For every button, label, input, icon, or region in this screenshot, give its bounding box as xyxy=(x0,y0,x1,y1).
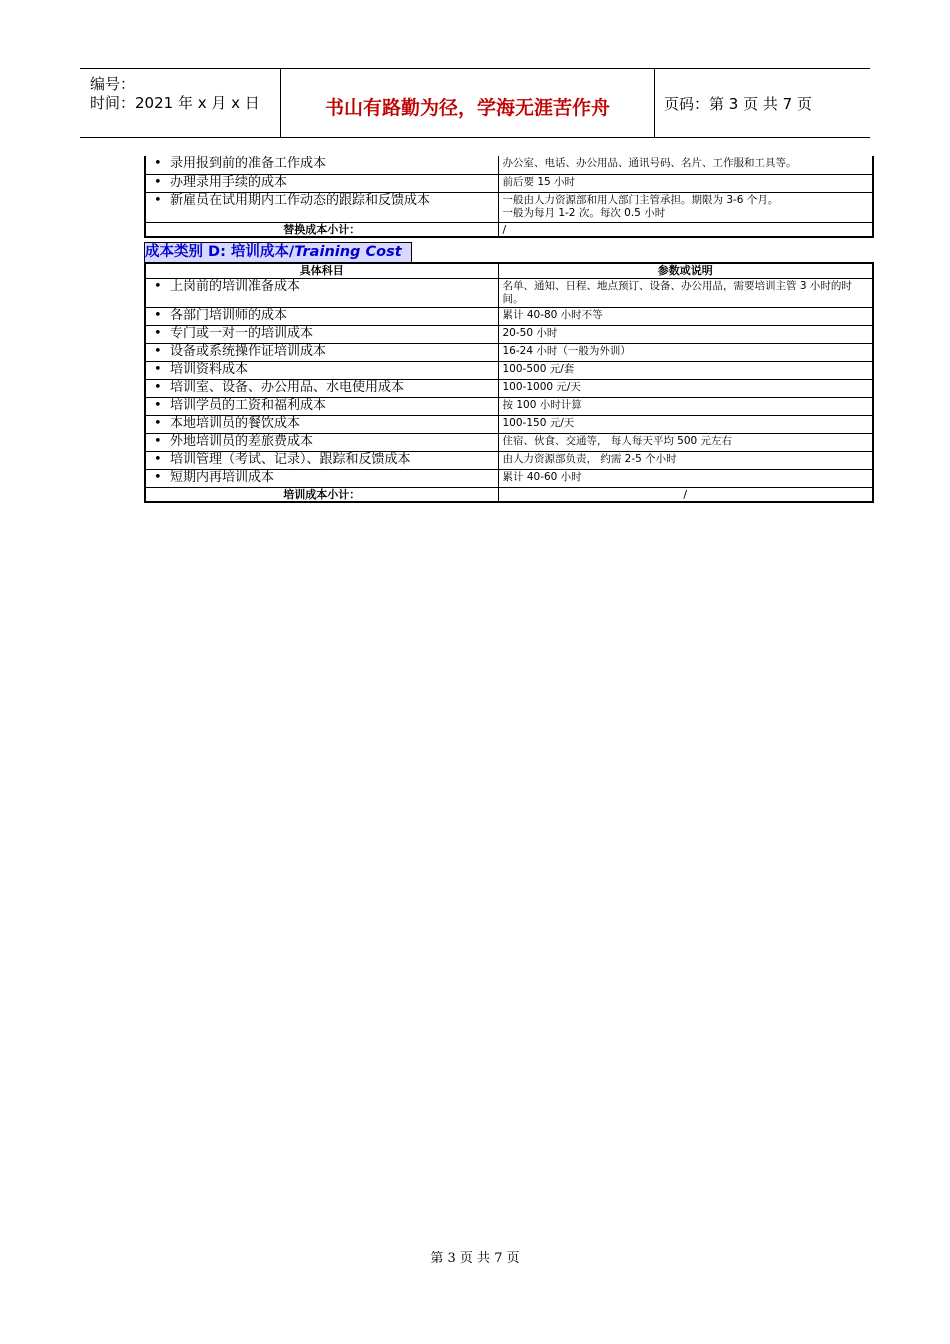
item-label: 外地培训员的差旅费成本 xyxy=(170,433,314,449)
header-center-cell xyxy=(280,69,655,137)
table-row xyxy=(145,156,873,174)
subtotal-value: / xyxy=(498,487,873,502)
page-label: 页码：第 3 页 共 7 页 xyxy=(664,95,812,113)
item-label: 新雇员在试用期内工作动态的跟踪和反馈成本 xyxy=(170,192,431,208)
item-label: 短期内再培训成本 xyxy=(170,469,275,485)
item-label: 培训管理（考试、记录）、跟踪和反馈成本 xyxy=(170,451,411,467)
bullet-icon: • xyxy=(154,278,162,294)
item-desc: 由人力资源部负责， 约需 2-5 个小时 xyxy=(498,451,873,469)
bullet-icon: • xyxy=(154,469,162,485)
category-title-cn: 成本类别 D: 培训成本/ xyxy=(145,244,295,260)
table-row xyxy=(145,278,873,307)
table-row xyxy=(145,397,873,415)
table-row xyxy=(145,433,873,451)
bullet-icon: • xyxy=(154,307,162,323)
page-header xyxy=(80,68,870,138)
item-desc: 100-1000 元/天 xyxy=(498,379,873,397)
category-heading xyxy=(144,242,412,263)
time-label: 时间：2021 年 x 月 x 日 xyxy=(90,94,260,112)
table-row xyxy=(145,379,873,397)
item-desc: 名单、通知、日程、地点预订、设备、办公用品，需要培训主管 3 小时的时间。 xyxy=(498,278,873,307)
item-desc: 累计 40-80 小时不等 xyxy=(498,307,873,325)
bullet-icon: • xyxy=(154,433,162,449)
item-desc: 16-24 小时（一般为外训） xyxy=(498,343,873,361)
item-desc: 20-50 小时 xyxy=(498,325,873,343)
header-left-cell xyxy=(80,69,280,137)
bullet-icon: • xyxy=(154,156,162,171)
item-label: 培训室、设备、办公用品、水电使用成本 xyxy=(170,379,405,395)
item-label: 办理录用手续的成本 xyxy=(170,174,288,190)
page-footer: 第 3 页 共 7 页 xyxy=(430,1251,520,1266)
item-label: 各部门培训师的成本 xyxy=(170,307,288,323)
table-row xyxy=(145,361,873,379)
column-header-item: 具体科目 xyxy=(145,263,498,278)
item-label: 培训资料成本 xyxy=(170,361,249,377)
item-label: 专门或一对一的培训成本 xyxy=(170,325,314,341)
item-desc-line2: 一般为每月 1-2 次。每次 0.5 小时 xyxy=(502,206,666,219)
replacement-cost-table xyxy=(144,156,874,238)
bullet-icon: • xyxy=(154,325,162,341)
bullet-icon: • xyxy=(154,397,162,413)
motto: 书山有路勤为径，学海无涯苦作舟 xyxy=(324,97,610,119)
bullet-icon: • xyxy=(154,379,162,395)
column-header-desc: 参数或说明 xyxy=(498,263,873,278)
table-row xyxy=(145,307,873,325)
table-row xyxy=(145,415,873,433)
subtotal-label: 培训成本小计： xyxy=(145,487,498,502)
item-desc: 100-150 元/天 xyxy=(498,415,873,433)
bullet-icon: • xyxy=(154,451,162,467)
table-row xyxy=(145,343,873,361)
subtotal-row xyxy=(145,487,873,502)
item-desc: 一般由人力资源部和用人部门主管承担。期限为 3-6 个月。 xyxy=(502,193,779,206)
item-desc: 办公室、电话、办公用品、通讯号码、名片、工作服和工具等。 xyxy=(498,156,873,174)
subtotal-label: 替换成本小计： xyxy=(145,222,498,237)
item-desc: 住宿、伙食、交通等， 每人每天平均 500 元左右 xyxy=(498,433,873,451)
table-row xyxy=(145,174,873,192)
item-desc: 前后要 15 小时 xyxy=(498,174,873,192)
bullet-icon: • xyxy=(154,343,162,359)
table-row xyxy=(145,192,873,222)
item-desc: 按 100 小时计算 xyxy=(498,397,873,415)
item-desc: 100-500 元/套 xyxy=(498,361,873,379)
item-label: 培训学员的工资和福利成本 xyxy=(170,397,327,413)
number-label: 编号： xyxy=(90,75,136,93)
item-label: 录用报到前的准备工作成本 xyxy=(170,156,327,171)
category-title-en: Training Cost xyxy=(294,244,402,260)
bullet-icon: • xyxy=(154,192,162,208)
item-label: 本地培训员的餐饮成本 xyxy=(170,415,301,431)
item-label: 设备或系统操作证培训成本 xyxy=(170,343,327,359)
subtotal-row xyxy=(145,222,873,237)
subtotal-value: / xyxy=(498,222,873,237)
table-row xyxy=(145,325,873,343)
header-right-cell xyxy=(654,69,870,137)
table-row xyxy=(145,469,873,487)
bullet-icon: • xyxy=(154,361,162,377)
table-row xyxy=(145,451,873,469)
bullet-icon: • xyxy=(154,415,162,431)
training-cost-table xyxy=(144,262,874,503)
table-header-row xyxy=(145,263,873,278)
bullet-icon: • xyxy=(154,174,162,190)
item-label: 上岗前的培训准备成本 xyxy=(170,278,301,294)
item-desc: 累计 40-60 小时 xyxy=(498,469,873,487)
